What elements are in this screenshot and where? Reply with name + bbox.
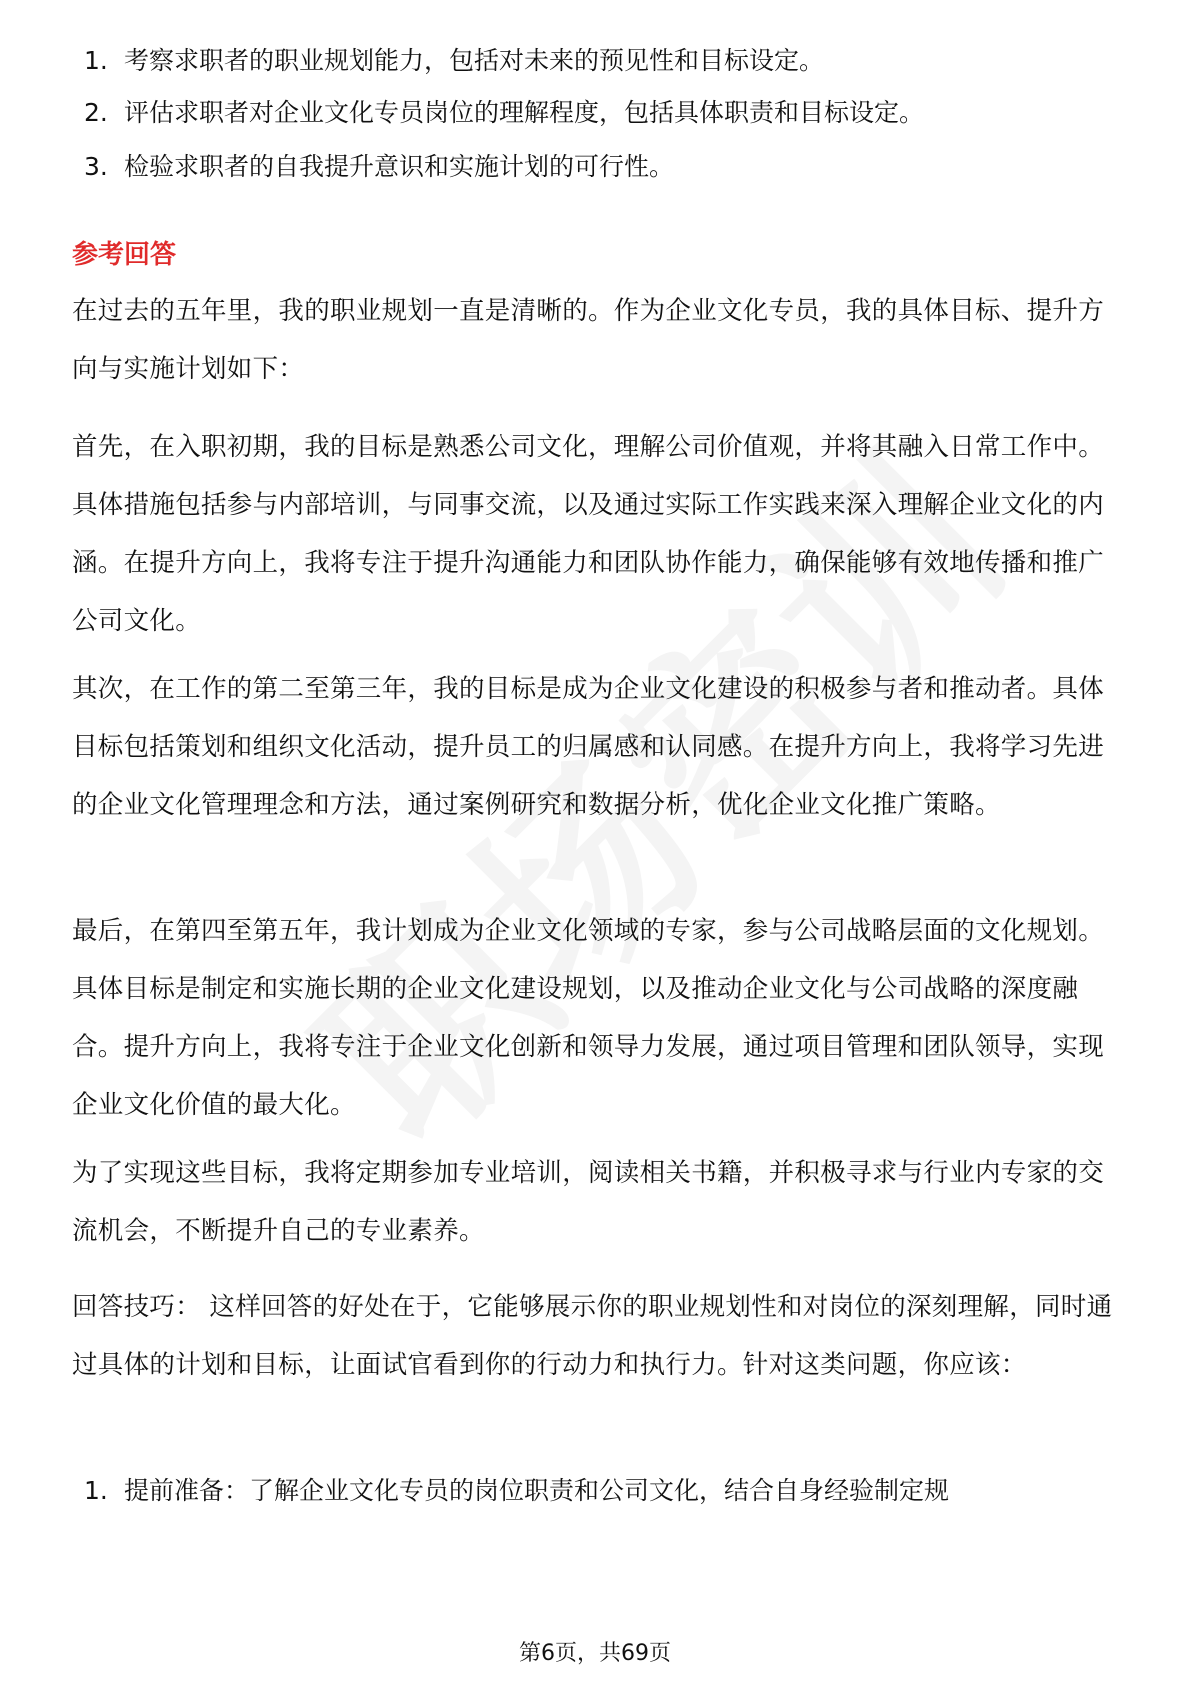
page-footer: 第6页，共69页 bbox=[519, 1641, 671, 1666]
list-item bbox=[84, 46, 824, 76]
list-item bbox=[84, 98, 924, 128]
paragraph: 回答技巧： 这样回答的好处在于，它能够展示你的职业规划性和对岗位的深刻理解，同时通过具体的计划和目标，让面试官看到你的行动力和执行力。针对这类问题，你应该： bbox=[72, 1292, 1113, 1380]
list-number: 3. bbox=[84, 152, 108, 181]
list-number: 2. bbox=[84, 98, 108, 127]
paragraph: 其次，在工作的第二至第三年，我的目标是成为企业文化建设的积极参与者和推动者。具体目标包括策划和组织文化活动，提升员工的归属感和认同感。在提升方向上，我将学习先进的企业文化管理理念和方法，通过案例研究和数据分析，优化企业文化推广策略。 bbox=[72, 674, 1105, 820]
list-number: 1. bbox=[84, 1476, 108, 1505]
section-heading: 参考回答 bbox=[72, 240, 177, 270]
list-item bbox=[84, 152, 674, 182]
list-text: 评估求职者对企业文化专员岗位的理解程度，包括具体职责和目标设定。 bbox=[124, 98, 925, 127]
paragraph: 首先，在入职初期，我的目标是熟悉公司文化，理解公司价值观，并将其融入日常工作中。具体措施包括参与内部培训，与同事交流，以及通过实际工作实践来深入理解企业文化的内涵。在提升方向上，我将专注于提升沟通能力和团队协作能力，确保能够有效地传播和推广公司文化。 bbox=[72, 432, 1105, 636]
list-text: 提前准备：了解企业文化专员的岗位职责和公司文化，结合自身经验制定规 bbox=[124, 1476, 950, 1505]
paragraph: 在过去的五年里，我的职业规划一直是清晰的。作为企业文化专员，我的具体目标、提升方向与实施计划如下： bbox=[72, 296, 1105, 384]
paragraph: 为了实现这些目标，我将定期参加专业培训，阅读相关书籍，并积极寻求与行业内专家的交流机会，不断提升自己的专业素养。 bbox=[72, 1158, 1105, 1246]
list-text: 考察求职者的职业规划能力，包括对未来的预见性和目标设定。 bbox=[124, 46, 825, 75]
paragraph: 最后，在第四至第五年，我计划成为企业文化领域的专家，参与公司战略层面的文化规划。具体目标是制定和实施长期的企业文化建设规划，以及推动企业文化与公司战略的深度融合。提升方向上，我将专注于企业文化创新和领导力发展，通过项目管理和团队领导，实现企业文化价值的最大化。 bbox=[72, 916, 1105, 1120]
list-text: 检验求职者的自我提升意识和实施计划的可行性。 bbox=[124, 152, 675, 181]
list-item bbox=[84, 1476, 949, 1506]
list-number: 1. bbox=[84, 46, 108, 75]
